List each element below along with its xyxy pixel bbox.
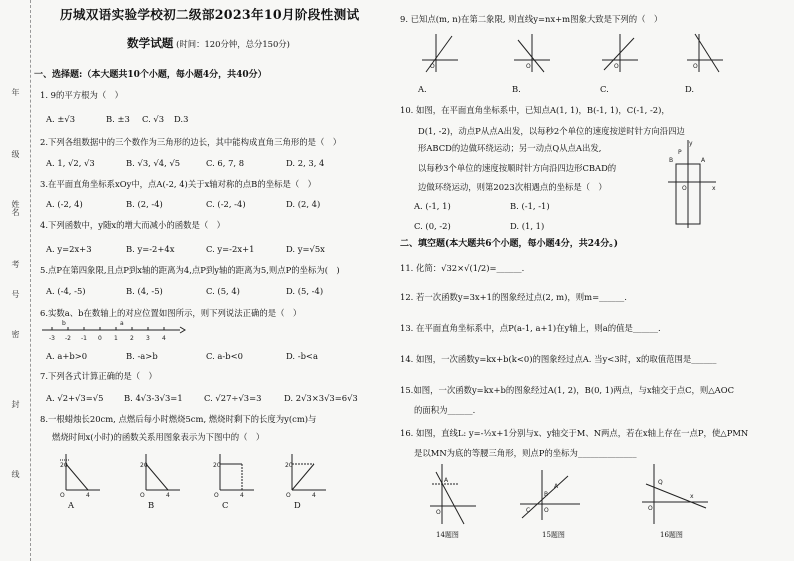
right-column	[400, 0, 790, 561]
q5-stem: 5.点P在第四象限,且点P到x轴的距离为4,点P到y轴的距离为5,则点P的坐标为( )	[40, 265, 340, 275]
q10-line-3: 形ABCD的边做环绕运动；另一动点Q从点A出发,	[418, 143, 602, 153]
exam-meta: (时间：120分钟，总分150分)	[176, 39, 290, 49]
q9-opt-a: A.	[418, 84, 427, 94]
q6-tick-2: 2	[130, 335, 134, 342]
q16-text-2: 是以MN为底的等腰三角形，则点P的坐标为______________	[414, 448, 637, 458]
q8-stem-2: 燃烧时间x(小时)的函数关系用图象表示为下图中的（ ）	[52, 432, 265, 442]
q8-graph-b	[138, 450, 182, 498]
q2-opt-a: A. 1, √2, √3	[46, 158, 95, 168]
q15-b-label: B	[544, 491, 549, 498]
section1-heading: 一、选择题:（本大题共10个小题，每小题4分，共40分）	[34, 70, 267, 80]
q6-tick-3: 3	[146, 335, 150, 342]
q6-tick-4: 4	[162, 335, 166, 342]
q4-opt-a: A. y=2x+3	[46, 244, 92, 254]
q2-stem: 2.下列各组数据中的三个数作为三角形的边长，其中能构成直角三角形的是（ ）	[40, 137, 342, 147]
q10-line-4: 以每秒3个单位的速度按顺时针方向沿四边形CBAD的	[418, 163, 617, 173]
q8-c-origin: O	[214, 492, 219, 499]
q4-opt-b: B. y=-2+4x	[126, 244, 175, 254]
q9-d-origin: O	[693, 63, 698, 70]
q15-c-label: C	[526, 507, 531, 514]
q10-opt-b: B. (-1, -1)	[510, 201, 550, 211]
q6-point-b: b	[62, 320, 66, 327]
q5-opt-b: B. (4, -5)	[126, 286, 163, 296]
q12-text: 12. 若一次函数y=3x+1的图象经过点(2, m)，则m=______.	[400, 292, 627, 302]
q9-a-origin: O	[430, 63, 435, 70]
q9-graph-b	[512, 32, 552, 74]
q8-graph-a	[58, 450, 102, 498]
binding-label-class: 级	[11, 150, 20, 158]
q9-opt-c: C.	[600, 84, 609, 94]
q1-opt-c: C. √3	[142, 114, 165, 124]
q6-number-line	[40, 320, 190, 346]
q9-graph-a	[420, 32, 460, 74]
q8-opt-b: B	[148, 500, 155, 510]
q8-opt-c: C	[222, 500, 229, 510]
q8-a-20: 20	[60, 462, 68, 469]
q6-tick-1: 1	[114, 335, 118, 342]
q1-opt-b: B. ±3	[106, 114, 130, 124]
binding-label-name: 姓名	[11, 200, 20, 216]
q14-a-label: A	[444, 477, 449, 484]
q11-text: 11. 化简：√32×√(1/2)=______.	[400, 263, 525, 273]
q7-opt-c: C. √27÷√3=3	[204, 393, 262, 403]
binding-label-seal-3: 线	[11, 470, 20, 478]
q10-y-label: y	[689, 140, 693, 147]
binding-margin	[0, 0, 31, 561]
q7-opt-a: A. √2+√3=√5	[46, 393, 104, 403]
q6-opt-b: B. -a>b	[126, 351, 158, 361]
q16-origin: O	[648, 505, 653, 512]
q4-stem: 4.下列函数中，y随x的增大而减小的函数是（ ）	[40, 220, 225, 230]
q7-opt-d: D. 2√3×3√3=6√3	[284, 393, 358, 403]
q6-point-a: a	[120, 320, 124, 327]
q8-graph-c	[212, 450, 256, 498]
q8-d-20: 20	[285, 462, 293, 469]
q3-opt-d: D. (2, 4)	[286, 199, 321, 209]
exam-title: 历城双语实验学校初二级部2023年10月阶段性测试	[60, 7, 360, 22]
binding-label-seal-1: 密	[11, 330, 20, 338]
q8-a-origin: O	[60, 492, 65, 499]
q3-stem: 3.在平面直角坐标系xOy中，点A(-2, 4)关于x轴对称的点B的坐标是（ ）	[40, 179, 316, 189]
q10-line-1: 10. 如图，在平面直角坐标系中，已知点A(1, 1)，B(-1, 1)，C(-1, -2)，	[400, 105, 670, 115]
subtitle-line	[127, 38, 290, 49]
q2-opt-c: C. 6, 7, 8	[206, 158, 245, 168]
q8-graph-d	[284, 450, 328, 498]
left-column	[32, 0, 398, 561]
q10-x-label: x	[712, 185, 716, 192]
q10-line-2: D(1, -2)，动点P从点A出发，以每秒2个单位的速度按逆时针方向沿四边	[418, 126, 685, 136]
q6-opt-a: A. a+b>0	[46, 351, 88, 361]
q6-opt-d: D. -b<a	[286, 351, 318, 361]
q8-d-4: 4	[312, 492, 316, 499]
q1-stem: 1. 9的平方根为（ ）	[40, 90, 123, 100]
q3-opt-b: B. (2, -4)	[126, 199, 163, 209]
q16-text: 16. 如图，直线L: y=-½x+1分别与x、y轴交于M、N两点，若在x轴上存在一点P，使△PMN	[400, 428, 749, 438]
q4-opt-c: C. y=-2x+1	[206, 244, 255, 254]
caption-q16: 16题图	[660, 531, 683, 539]
q6-tick--1: -1	[81, 335, 87, 342]
q9-graph-c	[600, 32, 640, 74]
caption-q15: 15题图	[542, 531, 565, 539]
q10-opt-a: A. (-1, 1)	[414, 201, 451, 211]
q1-opt-a: A. ±√3	[46, 114, 76, 124]
binding-label-exam: 考	[11, 260, 20, 268]
section2-heading: 二、填空题(本大题共6个小题，每小题4分，共24分。)	[400, 239, 619, 249]
q6-stem: 6.实数a、b在数轴上的对应位置如图所示，则下列说法正确的是（ ）	[40, 308, 302, 318]
q10-line-5: 边做环绕运动，则第2023次相遇点的坐标是（ ）	[418, 182, 607, 192]
q15-text-2: 的面积为______.	[414, 405, 476, 415]
q1-opt-d: D.3	[174, 114, 189, 124]
q10-a-label: A	[701, 157, 706, 164]
q3-opt-a: A. (-2, 4)	[46, 199, 83, 209]
q6-tick--3: -3	[49, 335, 55, 342]
q5-opt-c: C. (5, 4)	[206, 286, 240, 296]
caption-q14: 14题图	[436, 531, 459, 539]
q10-opt-c: C. (0, -2)	[414, 221, 451, 231]
q16-figure	[640, 462, 710, 526]
q8-b-20: 20	[140, 462, 148, 469]
q8-d-origin: O	[286, 492, 291, 499]
q7-opt-b: B. 4√3-3√3=1	[124, 393, 183, 403]
binding-label-no: 号	[11, 290, 20, 298]
q9-opt-d: D.	[685, 84, 695, 94]
q8-opt-a: A	[68, 500, 75, 510]
q9-c-origin: O	[614, 63, 619, 70]
q6-opt-c: C. a-b<0	[206, 351, 243, 361]
q9-stem: 9. 已知点(m, n)在第二象限, 则直线y=nx+m图象大致是下列的（ ）	[400, 14, 663, 24]
q9-opt-b: B.	[512, 84, 521, 94]
q5-opt-d: D. (5, -4)	[286, 286, 324, 296]
q10-opt-d: D. (1, 1)	[510, 221, 545, 231]
q8-a-4: 4	[86, 492, 90, 499]
q7-stem: 7.下列各式计算正确的是（ ）	[40, 371, 157, 381]
binding-label-grade: 年	[11, 88, 20, 96]
q4-opt-d: D. y=√5x	[286, 244, 325, 254]
binding-label-seal-2: 封	[11, 400, 20, 408]
q8-b-origin: O	[140, 492, 145, 499]
q8-c-4: 4	[240, 492, 244, 499]
q15-figure	[518, 468, 582, 522]
q16-n-label: Q	[658, 479, 663, 486]
q10-b-label: B	[669, 157, 674, 164]
q13-text: 13. 在平面直角坐标系中，点P(a-1, a+1)在y轴上，则a的值是______.	[400, 323, 661, 333]
q8-opt-d: D	[294, 500, 301, 510]
subject-title: 数学试题	[127, 36, 174, 50]
q14-figure	[428, 462, 478, 526]
q14-origin: O	[436, 509, 441, 516]
q16-m-label: x	[690, 493, 694, 500]
q8-b-4: 4	[166, 492, 170, 499]
q3-opt-c: C. (-2, -4)	[206, 199, 246, 209]
q15-origin: O	[544, 507, 549, 514]
q9-b-origin: O	[526, 63, 531, 70]
q10-p-label: P	[678, 149, 682, 156]
q14-text: 14. 如图，一次函数y=kx+b(k<0)的图象经过点A. 当y<3时，x的取值范围是______	[400, 354, 717, 364]
q8-stem: 8.一根蜡烛长20cm, 点燃后每小时燃烧5cm, 燃烧时剩下的长度为y(cm)与	[40, 414, 317, 424]
q2-opt-b: B. √3, √4, √5	[126, 158, 181, 168]
q2-opt-d: D. 2, 3, 4	[286, 158, 325, 168]
q5-opt-a: A. (-4, -5)	[46, 286, 86, 296]
q10-figure	[668, 138, 718, 230]
q9-graph-d	[685, 32, 725, 74]
q15-a-label: A	[554, 483, 559, 490]
q8-c-20: 20	[213, 462, 221, 469]
q10-o-label: O	[682, 185, 687, 192]
q6-tick--2: -2	[65, 335, 71, 342]
q15-text: 15.如图，一次函数y=kx+b的图象经过A(1, 2)，B(0, 1)两点，与x轴交于点C，则△AOC	[400, 385, 734, 395]
q6-tick-0: 0	[98, 335, 102, 342]
